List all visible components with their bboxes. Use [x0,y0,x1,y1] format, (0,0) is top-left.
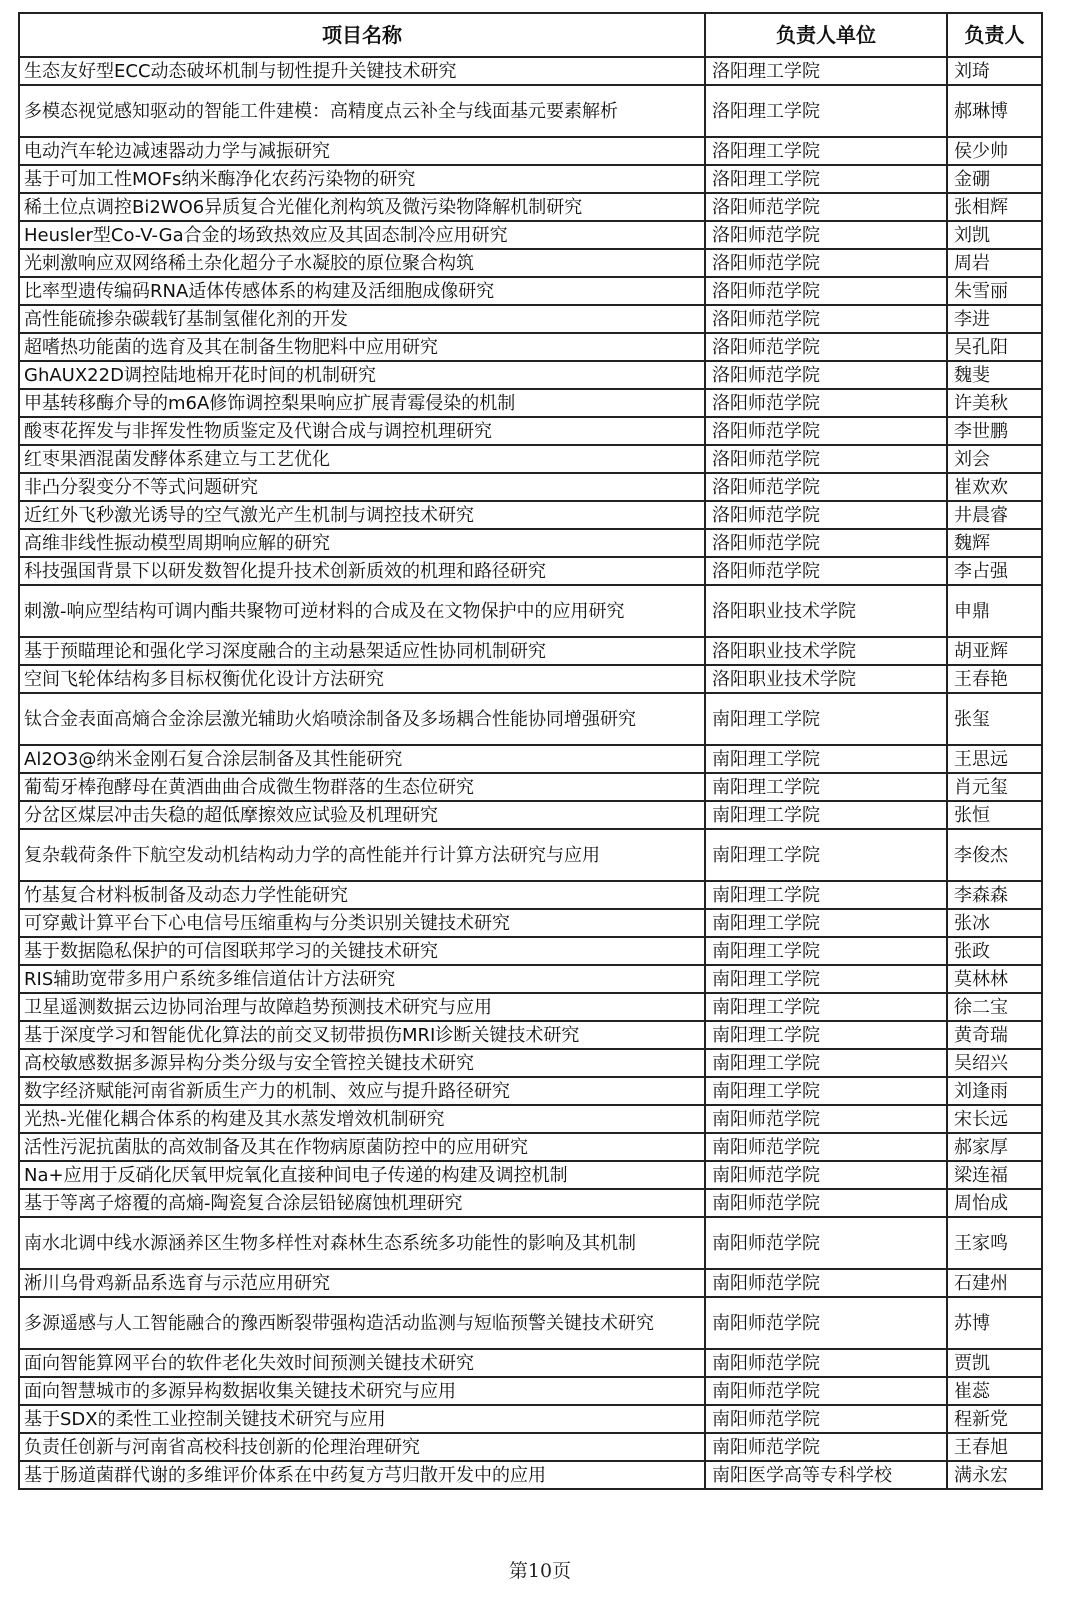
table-row [19,965,1042,993]
unit-cell: 洛阳师范学院 [705,361,947,389]
project-name-cell: 负责任创新与河南省高校科技创新的伦理治理研究 [19,1433,705,1461]
table-row [19,1077,1042,1105]
project-name-cell: 高校敏感数据多源异构分类分级与安全管控关键技术研究 [19,1049,705,1077]
project-name-cell: 竹基复合材料板制备及动态力学性能研究 [19,881,705,909]
project-name-cell: 超嗜热功能菌的选育及其在制备生物肥料中应用研究 [19,333,705,361]
page-number: 第10页 [508,1560,572,1582]
person-cell: 李俊杰 [947,829,1042,881]
person-cell: 李世鹏 [947,417,1042,445]
unit-cell: 南阳理工学院 [705,1021,947,1049]
table-row [19,501,1042,529]
table-row [19,557,1042,585]
table-row [19,937,1042,965]
person-cell: 刘凯 [947,221,1042,249]
table-row [19,57,1042,85]
table-row [19,1433,1042,1461]
unit-cell: 洛阳师范学院 [705,557,947,585]
table-row [19,993,1042,1021]
person-cell: 吴孔阳 [947,333,1042,361]
unit-cell: 南阳理工学院 [705,1077,947,1105]
person-cell: 井晨睿 [947,501,1042,529]
person-cell: 崔欢欢 [947,473,1042,501]
project-name-cell: GhAUX22D调控陆地棉开花时间的机制研究 [19,361,705,389]
table-row [19,1021,1042,1049]
unit-cell: 洛阳师范学院 [705,417,947,445]
project-name-cell: 可穿戴计算平台下心电信号压缩重构与分类识别关键技术研究 [19,909,705,937]
person-cell: 魏辉 [947,529,1042,557]
table-row [19,1133,1042,1161]
person-cell: 郝家厚 [947,1133,1042,1161]
project-name-cell: 基于深度学习和智能优化算法的前交叉韧带损伤MRI诊断关键技术研究 [19,1021,705,1049]
unit-cell: 南阳理工学院 [705,1049,947,1077]
project-name-cell: 甲基转移酶介导的m6A修饰调控梨果响应扩展青霉侵染的机制 [19,389,705,417]
table-row [19,1377,1042,1405]
table-row [19,389,1042,417]
project-name-cell: 基于预瞄理论和强化学习深度融合的主动悬架适应性协同机制研究 [19,637,705,665]
project-name-cell: 空间飞轮体结构多目标权衡优化设计方法研究 [19,665,705,693]
table-row [19,165,1042,193]
table-row [19,1269,1042,1297]
project-name-cell: RIS辅助宽带多用户系统多维信道估计方法研究 [19,965,705,993]
person-cell: 李进 [947,305,1042,333]
table-row [19,249,1042,277]
person-cell: 李占强 [947,557,1042,585]
project-name-cell: 比率型遗传编码RNA适体传感体系的构建及活细胞成像研究 [19,277,705,305]
person-cell: 肖元玺 [947,773,1042,801]
unit-cell: 南阳师范学院 [705,1269,947,1297]
person-cell: 张恒 [947,801,1042,829]
project-name-cell: Na+应用于反硝化厌氧甲烷氧化直接种间电子传递的构建及调控机制 [19,1161,705,1189]
unit-cell: 洛阳理工学院 [705,165,947,193]
unit-cell: 南阳理工学院 [705,801,947,829]
project-name-cell: 刺激-响应型结构可调内酯共聚物可逆材料的合成及在文物保护中的应用研究 [19,585,705,637]
unit-cell: 洛阳师范学院 [705,389,947,417]
unit-cell: 洛阳师范学院 [705,445,947,473]
table-row [19,1405,1042,1433]
person-cell: 宋长远 [947,1105,1042,1133]
unit-cell: 南阳师范学院 [705,1405,947,1433]
person-cell: 金硼 [947,165,1042,193]
table-row [19,529,1042,557]
person-cell: 张政 [947,937,1042,965]
person-cell: 郝琳博 [947,85,1042,137]
table-row [19,1161,1042,1189]
project-name-cell: 酸枣花挥发与非挥发性物质鉴定及代谢合成与调控机理研究 [19,417,705,445]
person-cell: 胡亚辉 [947,637,1042,665]
project-name-cell: Al2O3@纳米金刚石复合涂层制备及其性能研究 [19,745,705,773]
table-row [19,473,1042,501]
table-row [19,829,1042,881]
unit-cell: 南阳师范学院 [705,1161,947,1189]
project-name-cell: 电动汽车轮边减速器动力学与减振研究 [19,137,705,165]
unit-cell: 南阳师范学院 [705,1377,947,1405]
person-cell: 刘会 [947,445,1042,473]
person-cell: 刘逢雨 [947,1077,1042,1105]
unit-cell: 洛阳理工学院 [705,57,947,85]
table-header-row [19,13,1042,57]
person-cell: 周怡成 [947,1189,1042,1217]
project-name-cell: 数字经济赋能河南省新质生产力的机制、效应与提升路径研究 [19,1077,705,1105]
project-name-cell: 生态友好型ECC动态破坏机制与韧性提升关键技术研究 [19,57,705,85]
unit-cell: 洛阳师范学院 [705,501,947,529]
table-row [19,693,1042,745]
person-cell: 刘琦 [947,57,1042,85]
person-cell: 魏斐 [947,361,1042,389]
unit-cell: 洛阳师范学院 [705,277,947,305]
project-name-cell: Heusler型Co-V-Ga合金的场致热效应及其固态制冷应用研究 [19,221,705,249]
table-row [19,221,1042,249]
unit-cell: 南阳师范学院 [705,1105,947,1133]
person-cell: 王思远 [947,745,1042,773]
unit-cell: 洛阳师范学院 [705,249,947,277]
person-cell: 吴绍兴 [947,1049,1042,1077]
project-name-cell: 淅川乌骨鸡新品系选育与示范应用研究 [19,1269,705,1297]
unit-cell: 南阳理工学院 [705,881,947,909]
unit-cell: 南阳师范学院 [705,1217,947,1269]
table-row [19,773,1042,801]
table-row [19,1297,1042,1349]
table-row [19,585,1042,637]
project-name-cell: 基于肠道菌群代谢的多维评价体系在中药复方芎归散开发中的应用 [19,1461,705,1489]
project-name-cell: 稀土位点调控Bi2WO6异质复合光催化剂构筑及微污染物降解机制研究 [19,193,705,221]
unit-cell: 南阳师范学院 [705,1297,947,1349]
person-cell: 苏博 [947,1297,1042,1349]
table-row [19,445,1042,473]
project-name-cell: 钛合金表面高熵合金涂层激光辅助火焰喷涂制备及多场耦合性能协同增强研究 [19,693,705,745]
table-row [19,1349,1042,1377]
table-row [19,1217,1042,1269]
person-cell: 张冰 [947,909,1042,937]
table-row [19,1189,1042,1217]
table-row [19,665,1042,693]
unit-cell: 洛阳师范学院 [705,305,947,333]
person-cell: 申鼎 [947,585,1042,637]
unit-cell: 洛阳理工学院 [705,85,947,137]
person-cell: 朱雪丽 [947,277,1042,305]
project-name-cell: 基于数据隐私保护的可信图联邦学习的关键技术研究 [19,937,705,965]
unit-cell: 洛阳师范学院 [705,193,947,221]
unit-cell: 南阳师范学院 [705,1349,947,1377]
person-cell: 许美秋 [947,389,1042,417]
person-cell: 周岩 [947,249,1042,277]
unit-cell: 南阳理工学院 [705,745,947,773]
project-name-cell: 南水北调中线水源涵养区生物多样性对森林生态系统多功能性的影响及其机制 [19,1217,705,1269]
person-cell: 王春旭 [947,1433,1042,1461]
unit-cell: 南阳理工学院 [705,993,947,1021]
unit-cell: 洛阳师范学院 [705,221,947,249]
project-name-cell: 基于等离子熔覆的高熵-陶瓷复合涂层铅铋腐蚀机理研究 [19,1189,705,1217]
project-table [18,12,1043,1490]
unit-cell: 洛阳师范学院 [705,333,947,361]
person-cell: 黄奇瑞 [947,1021,1042,1049]
table-body [19,57,1042,1489]
unit-cell: 南阳理工学院 [705,829,947,881]
table-row [19,1049,1042,1077]
unit-cell: 洛阳职业技术学院 [705,585,947,637]
project-name-cell: 多模态视觉感知驱动的智能工件建模：高精度点云补全与线面基元要素解析 [19,85,705,137]
person-cell: 张相辉 [947,193,1042,221]
project-name-cell: 复杂载荷条件下航空发动机结构动力学的高性能并行计算方法研究与应用 [19,829,705,881]
project-name-cell: 葡萄牙棒孢酵母在黄酒曲曲合成微生物群落的生态位研究 [19,773,705,801]
project-name-cell: 高性能硫掺杂碳载钌基制氢催化剂的开发 [19,305,705,333]
project-name-cell: 基于可加工性MOFs纳米酶净化农药污染物的研究 [19,165,705,193]
project-name-cell: 红枣果酒混菌发酵体系建立与工艺优化 [19,445,705,473]
project-name-cell: 活性污泥抗菌肽的高效制备及其在作物病原菌防控中的应用研究 [19,1133,705,1161]
project-name-cell: 高维非线性振动模型周期响应解的研究 [19,529,705,557]
project-name-cell: 近红外飞秒激光诱导的空气激光产生机制与调控技术研究 [19,501,705,529]
unit-cell: 南阳理工学院 [705,965,947,993]
project-name-cell: 基于SDX的柔性工业控制关键技术研究与应用 [19,1405,705,1433]
unit-cell: 南阳理工学院 [705,937,947,965]
header-unit: 负责人单位 [705,13,947,57]
person-cell: 王春艳 [947,665,1042,693]
project-table-container [18,12,1041,1490]
project-name-cell: 面向智能算网平台的软件老化失效时间预测关键技术研究 [19,1349,705,1377]
unit-cell: 南阳理工学院 [705,909,947,937]
person-cell: 石建州 [947,1269,1042,1297]
table-row [19,1461,1042,1489]
table-row [19,305,1042,333]
table-row [19,137,1042,165]
project-name-cell: 光刺激响应双网络稀土杂化超分子水凝胶的原位聚合构筑 [19,249,705,277]
table-row [19,1105,1042,1133]
table-row [19,909,1042,937]
project-name-cell: 分岔区煤层冲击失稳的超低摩擦效应试验及机理研究 [19,801,705,829]
project-name-cell: 卫星遥测数据云边协同治理与故障趋势预测技术研究与应用 [19,993,705,1021]
unit-cell: 南阳理工学院 [705,773,947,801]
table-row [19,361,1042,389]
header-person: 负责人 [947,13,1042,57]
person-cell: 满永宏 [947,1461,1042,1489]
unit-cell: 洛阳职业技术学院 [705,665,947,693]
person-cell: 徐二宝 [947,993,1042,1021]
person-cell: 梁连福 [947,1161,1042,1189]
person-cell: 崔蕊 [947,1377,1042,1405]
table-row [19,745,1042,773]
person-cell: 张玺 [947,693,1042,745]
unit-cell: 南阳师范学院 [705,1133,947,1161]
table-row [19,85,1042,137]
unit-cell: 洛阳理工学院 [705,137,947,165]
unit-cell: 洛阳职业技术学院 [705,637,947,665]
table-row [19,637,1042,665]
table-row [19,801,1042,829]
table-row [19,881,1042,909]
table-row [19,277,1042,305]
project-name-cell: 非凸分裂变分不等式问题研究 [19,473,705,501]
table-row [19,333,1042,361]
unit-cell: 南阳师范学院 [705,1189,947,1217]
unit-cell: 南阳医学高等专科学校 [705,1461,947,1489]
project-name-cell: 光热-光催化耦合体系的构建及其水蒸发增效机制研究 [19,1105,705,1133]
person-cell: 程新党 [947,1405,1042,1433]
header-project-name: 项目名称 [19,13,705,57]
person-cell: 莫林林 [947,965,1042,993]
project-name-cell: 科技强国背景下以研发数智化提升技术创新质效的机理和路径研究 [19,557,705,585]
person-cell: 王家鸣 [947,1217,1042,1269]
unit-cell: 洛阳师范学院 [705,529,947,557]
table-row [19,193,1042,221]
person-cell: 侯少帅 [947,137,1042,165]
unit-cell: 南阳理工学院 [705,693,947,745]
person-cell: 李森森 [947,881,1042,909]
table-row [19,417,1042,445]
project-name-cell: 多源遥感与人工智能融合的豫西断裂带强构造活动监测与短临预警关键技术研究 [19,1297,705,1349]
project-name-cell: 面向智慧城市的多源异构数据收集关键技术研究与应用 [19,1377,705,1405]
unit-cell: 洛阳师范学院 [705,473,947,501]
unit-cell: 南阳师范学院 [705,1433,947,1461]
person-cell: 贾凯 [947,1349,1042,1377]
